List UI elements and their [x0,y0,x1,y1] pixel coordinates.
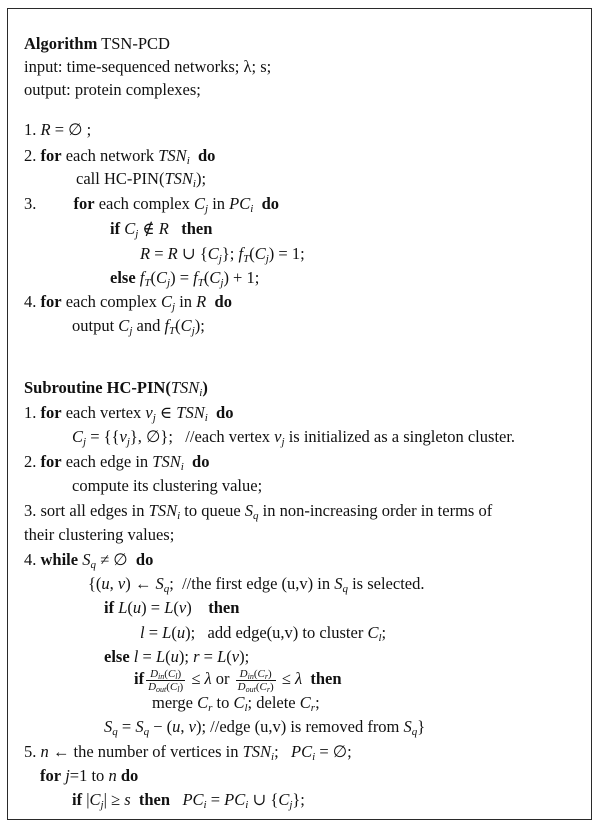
subroutine-step-5: 5. n ← the number of vertices in $TSN_i$; $PC_i$ = ∅; [24,742,352,763]
algorithm-step-4-body: output $C_j$ and $f_T(C_j)$; [72,316,205,337]
algorithm-input: input: time-sequenced networks; λ; s; [24,57,272,76]
subroutine-step-1-body: $C_j = \{\{v_j\}$, ∅}; //each vertex $v_j$ is initialized as a singleton cluster. [72,427,516,448]
subroutine-step-4-then: l = L(u); add edge(u,v) to cluster $C_l$; [140,623,387,644]
subroutine-step-2: 2. for each edge in $TSN_i$ do [24,452,210,473]
subroutine-step-3-cont: their clustering values; [24,525,175,544]
subroutine-step-4: 4. while $S_q$ ≠ ∅ do [24,550,154,571]
algorithm-step-3-else: else $f_T(C_j) = f_T(C_j) + 1$; [110,268,260,289]
subroutine-step-5-loop: for j=1 to n do [40,766,139,785]
subroutine-step-4-merge: merge $C_r$ to $C_l$; delete $C_r$; [152,693,320,714]
algorithm-step-3-if: if $C_j$ ∉ R then [110,219,213,240]
subroutine-step-1: 1. for each vertex $v_j$ ∈ $TSN_i$ do [24,403,234,424]
algorithm-step-3-then: R = R ∪ $\{C_j\}$; $f_T(C_j) = 1$; [140,244,305,265]
subroutine-step-2-body: compute its clustering value; [72,476,263,495]
subroutine-step-4-if: if L(u) = L(v) then [104,598,240,617]
algorithm-output: output: protein complexes; [24,80,201,99]
subroutine-step-3: 3. sort all edges in $TSN_i$ to queue $S_q$ in non-increasing order in terms of [24,501,493,522]
subroutine-step-4-remove: $S_q = S_q - (u$, v); //edge (u,v) is removed from $S_q$} [104,717,426,738]
subroutine-step-5-if: if $|C_j| \ge s$ then $PC_i = PC_i$ ∪ $\{C_j\}$; [72,790,305,811]
algorithm-step-4: 4. for each complex $C_j$ in R do [24,292,232,313]
subroutine-step-4-dequeue: {(u, v) ← $S_q$; //the first edge (u,v) in $S_q$ is selected. [88,574,425,595]
algorithm-title: Algorithm TSN-PCD [24,34,170,53]
subroutine-step-4-merge-condition: if $\frac{D_{in}(C_l)}{D_{out}(C_l)}$ ≤ λ or $\frac{D_{in}(C_r)}{D_{out}(C_r)}$ ≤ λ then [134,667,342,694]
algorithm-step-2-body: call $HC-PIN(TSN_i)$; [76,169,207,190]
subroutine-title: Subroutine $HC-PIN(TSN_i)$ [24,378,208,399]
subroutine-step-4-else: else l = L(u); r = L(v); [104,647,250,666]
algorithm-step-2: 2. for each network $TSN_i$ do [24,146,216,167]
algorithm-step-3: 3. for each complex $C_j$ in $PC_i$ do [24,194,280,215]
algorithm-step-1: 1. R = ∅ ; [24,120,92,139]
